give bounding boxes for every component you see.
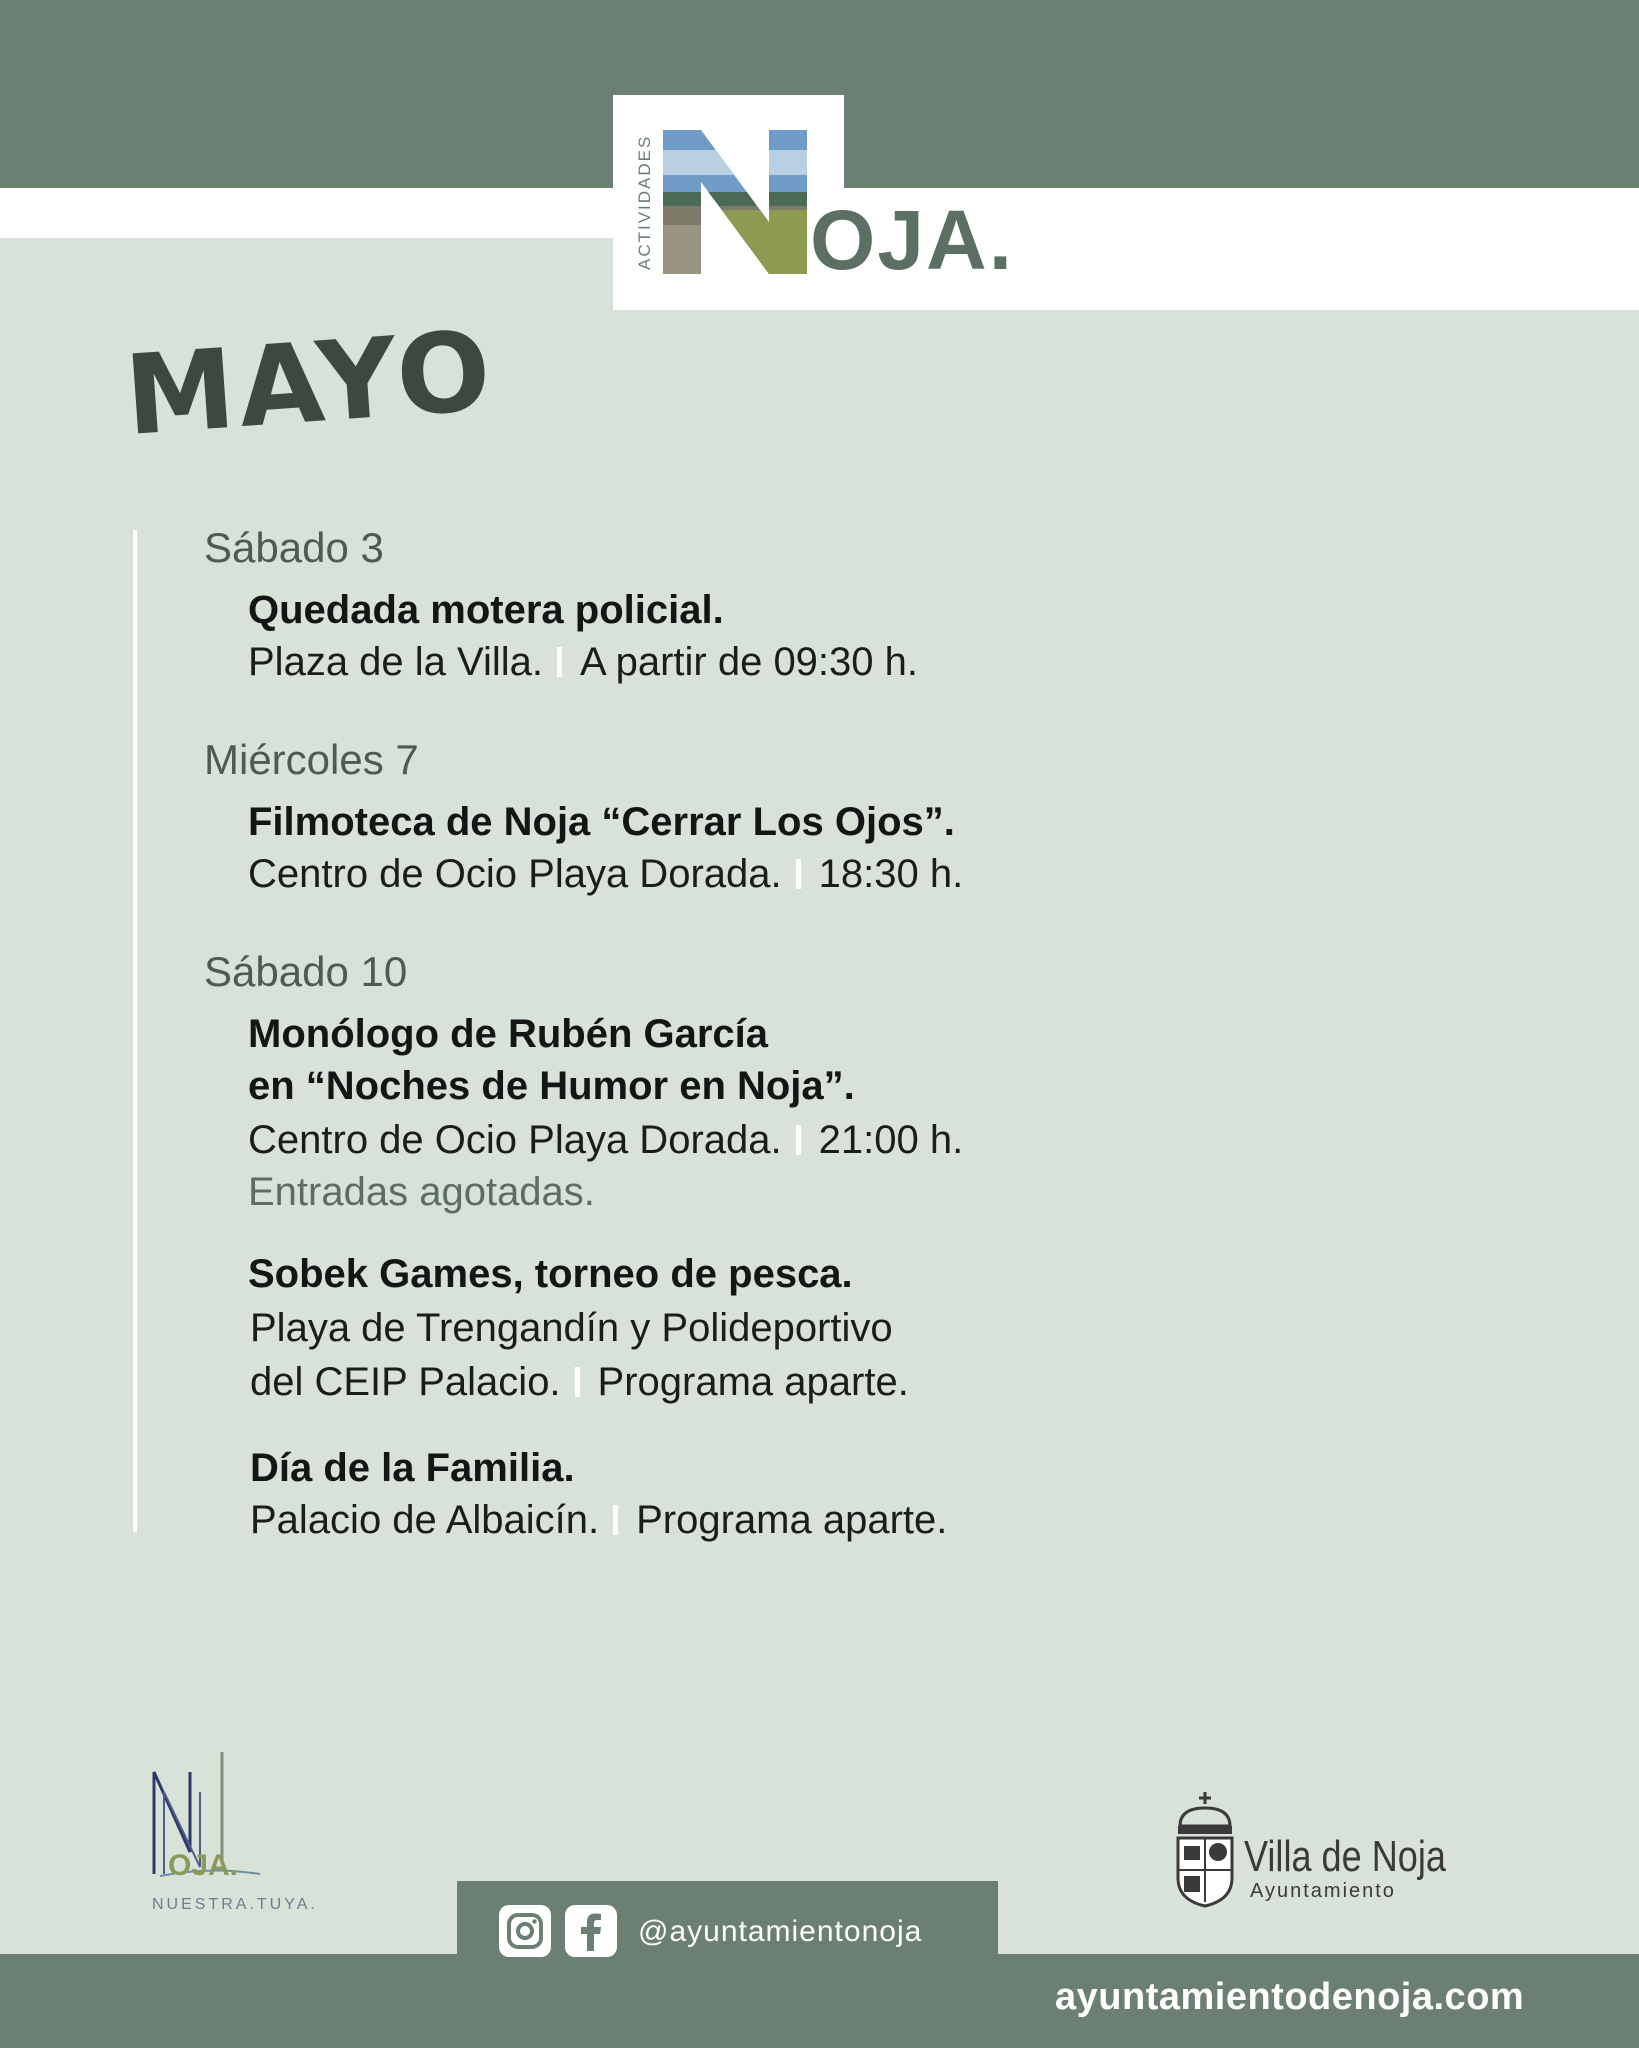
event-place: Centro de Ocio Playa Dorada. bbox=[248, 1118, 782, 1162]
event-place: Centro de Ocio Playa Dorada. bbox=[248, 852, 782, 896]
separator bbox=[796, 859, 801, 889]
villa-name: Villa de Noja bbox=[1244, 1832, 1446, 1881]
brand-tagline: NUESTRA.TUYA. bbox=[152, 1896, 318, 1913]
coat-of-arms-icon bbox=[1170, 1790, 1240, 1910]
event-day: Miércoles 7 bbox=[204, 736, 419, 783]
event-details bbox=[248, 640, 918, 685]
logo-wordmark: OJA. bbox=[810, 193, 1015, 287]
event-details bbox=[250, 1360, 909, 1405]
event-title: Sobek Games, torneo de pesca. bbox=[248, 1252, 853, 1296]
social-handle[interactable]: @ayuntamientonoja bbox=[638, 1915, 923, 1948]
event-time: A partir de 09:30 h. bbox=[580, 640, 919, 684]
facebook-icon[interactable] bbox=[565, 1905, 617, 1957]
separator bbox=[796, 1125, 801, 1155]
instagram-icon[interactable] bbox=[499, 1905, 551, 1957]
event-title: Monólogo de Rubén García bbox=[248, 1012, 769, 1056]
villa-subtitle: Ayuntamiento bbox=[1250, 1880, 1396, 1902]
event-details bbox=[250, 1498, 947, 1543]
separator bbox=[575, 1367, 580, 1397]
event-place: Plaza de la Villa. bbox=[248, 640, 543, 684]
event-note: Entradas agotadas. bbox=[248, 1170, 595, 1214]
event-time: Programa aparte. bbox=[597, 1360, 909, 1404]
logo-activities-label: ACTIVIDADES bbox=[635, 134, 654, 270]
event-day: Sábado 10 bbox=[204, 948, 408, 995]
event-time: Programa aparte. bbox=[636, 1498, 948, 1542]
event-time: 21:00 h. bbox=[818, 1118, 964, 1162]
logo-n-landscape-icon bbox=[663, 130, 807, 274]
event-details bbox=[248, 852, 963, 897]
event-day: Sábado 3 bbox=[204, 524, 384, 571]
event-place: Playa de Trengandín y Polideportivo bbox=[250, 1306, 893, 1350]
event-title: Filmoteca de Noja “Cerrar Los Ojos”. bbox=[248, 800, 955, 844]
noja-brand-logo-icon bbox=[150, 1752, 270, 1882]
separator bbox=[557, 647, 562, 677]
separator bbox=[613, 1505, 618, 1535]
timeline-line bbox=[133, 530, 137, 1532]
event-title: Quedada motera policial. bbox=[248, 588, 724, 632]
event-title-continued: en “Noches de Humor en Noja”. bbox=[248, 1064, 855, 1108]
event-details bbox=[248, 1118, 963, 1163]
event-place: del CEIP Palacio. bbox=[250, 1360, 561, 1404]
website-link[interactable]: ayuntamientodenoja.com bbox=[1055, 1976, 1525, 2018]
event-place: Palacio de Albaicín. bbox=[250, 1498, 600, 1542]
event-title: Día de la Familia. bbox=[250, 1446, 575, 1490]
month-title: MAYO bbox=[121, 306, 499, 460]
brand-wordmark: OJA. bbox=[168, 1849, 239, 1882]
event-time: 18:30 h. bbox=[818, 852, 964, 896]
